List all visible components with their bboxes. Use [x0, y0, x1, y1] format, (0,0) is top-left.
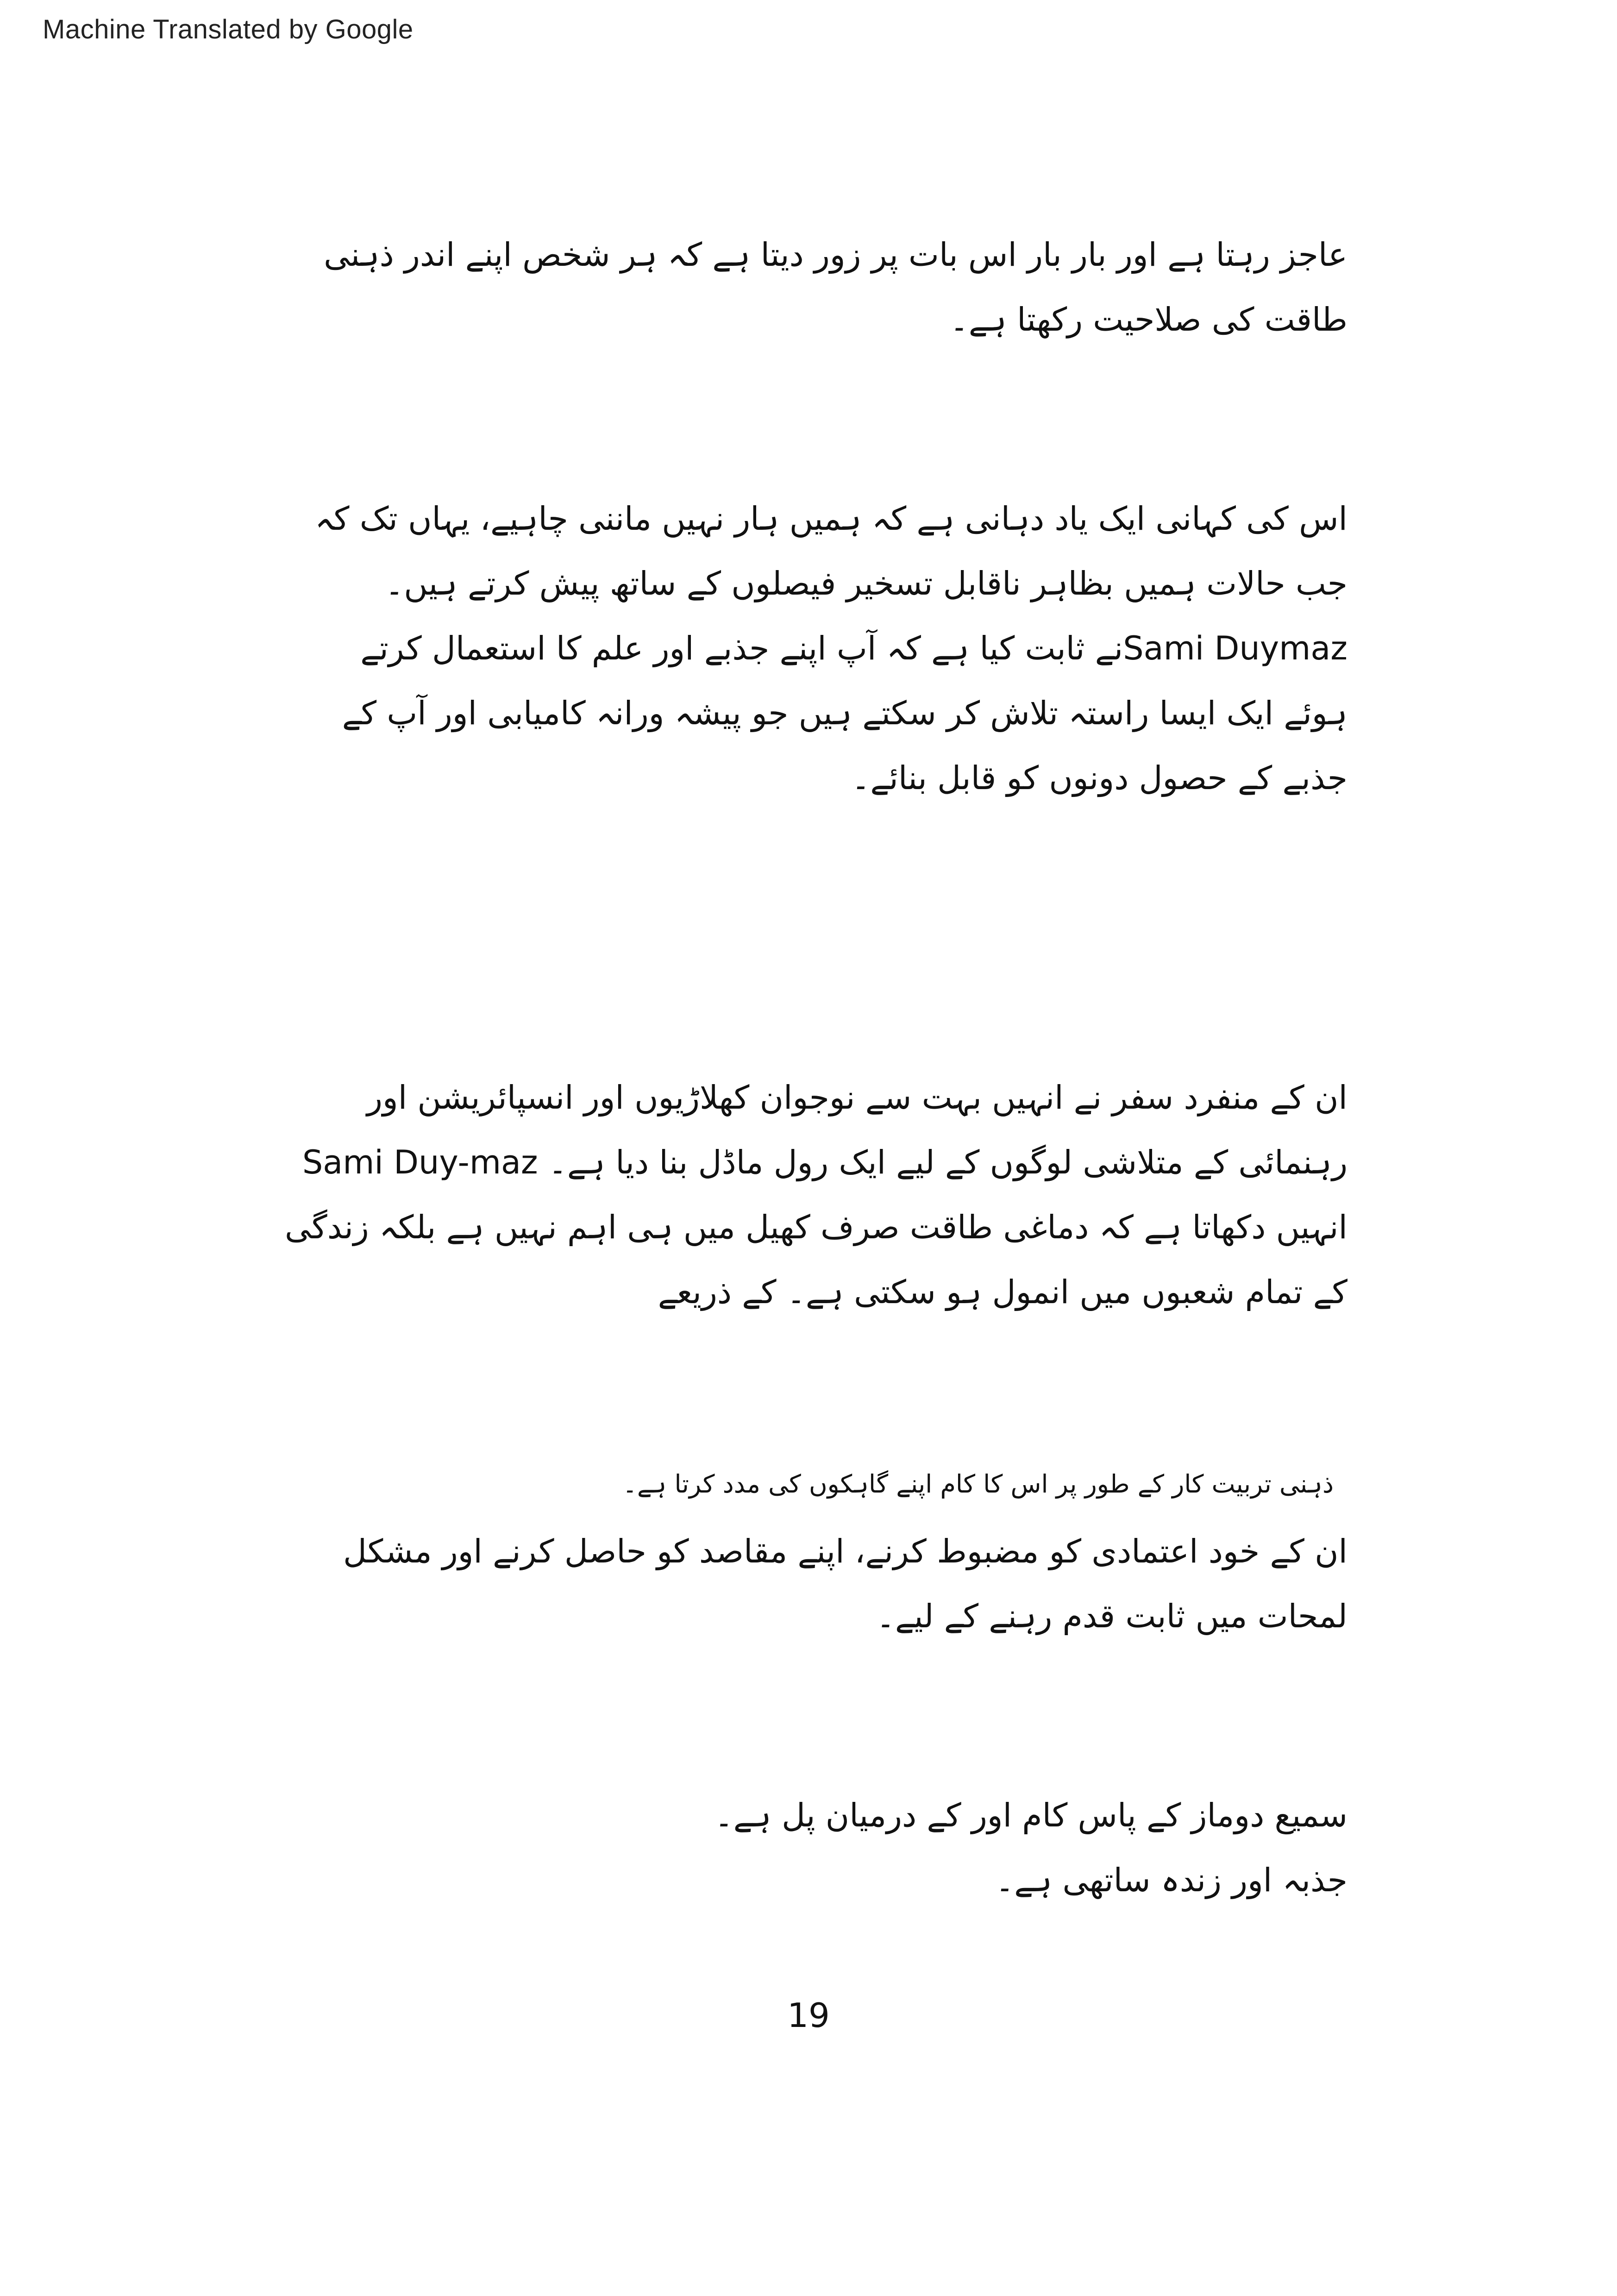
paragraph-line: انہیں دکھاتا ہے کہ دماغی طاقت صرف کھیل میں ہی اہم نہیں ہے بلکہ زندگی [285, 1208, 1348, 1246]
paragraph-line: جذبے کے حصول دونوں کو قابل بنائے۔ [851, 759, 1348, 797]
paragraph-line: طاقت کی صلاحیت رکھتا ہے۔ [949, 301, 1348, 339]
paragraph-line: ذہنی تربیت کار کے طور پر اس کا کام اپنے گاہکوں کی مدد کرتا ہے۔ [622, 1469, 1334, 1499]
paragraph-line: رہنمائی کے متلاشی لوگوں کے لیے ایک رول ماڈل بنا دیا ہے۔ Sami Duy-maz [302, 1143, 1348, 1181]
paragraph-line: سمیع دوماز کے پاس کام اور کے درمیان پل ہے۔ [714, 1796, 1348, 1834]
paragraph-4-small-line [622, 1459, 1334, 1510]
paragraph-line: لمحات میں ثابت قدم رہنے کے لیے۔ [876, 1597, 1348, 1635]
paragraph-line: ان کے خود اعتمادی کو مضبوط کرنے، اپنے مقاصد کو حاصل کرنے اور مشکل [343, 1532, 1348, 1570]
paragraph-1 [324, 222, 1348, 352]
paragraph-line: اس کی کہانی ایک یاد دہانی ہے کہ ہمیں ہار نہیں ماننی چاہیے، یہاں تک کہ [315, 500, 1348, 538]
paragraph-line: کے تمام شعبوں میں انمول ہو سکتی ہے۔ کے ذریعے [658, 1273, 1348, 1311]
paragraph-line: جذبہ اور زندہ ساتھی ہے۔ [995, 1861, 1348, 1899]
paragraph-4 [343, 1519, 1348, 1649]
page-number: 19 [787, 1996, 830, 2035]
paragraph-5 [714, 1783, 1348, 1913]
paragraph-line: عاجز رہتا ہے اور بار بار اس بات پر زور دیتا ہے کہ ہر شخص اپنے اندر ذہنی [324, 236, 1348, 274]
paragraph-line: ان کے منفرد سفر نے انہیں بہت سے نوجوان کھلاڑیوں اور انسپائریشن اور [367, 1079, 1348, 1117]
paragraph-3 [285, 1065, 1348, 1324]
paragraph-line: ہوئے ایک ایسا راستہ تلاش کر سکتے ہیں جو پیشہ ورانہ کامیابی اور آپ کے [342, 694, 1348, 732]
paragraph-line: Sami Duymazنے ثابت کیا ہے کہ آپ اپنے جذبے اور علم کا استعمال کرتے [360, 629, 1348, 667]
paragraph-2 [315, 486, 1348, 810]
machine-translation-watermark: Machine Translated by Google [43, 14, 414, 44]
paragraph-line: جب حالات ہمیں بظاہر ناقابل تسخیر فیصلوں کے ساتھ پیش کرتے ہیں۔ [385, 565, 1348, 602]
